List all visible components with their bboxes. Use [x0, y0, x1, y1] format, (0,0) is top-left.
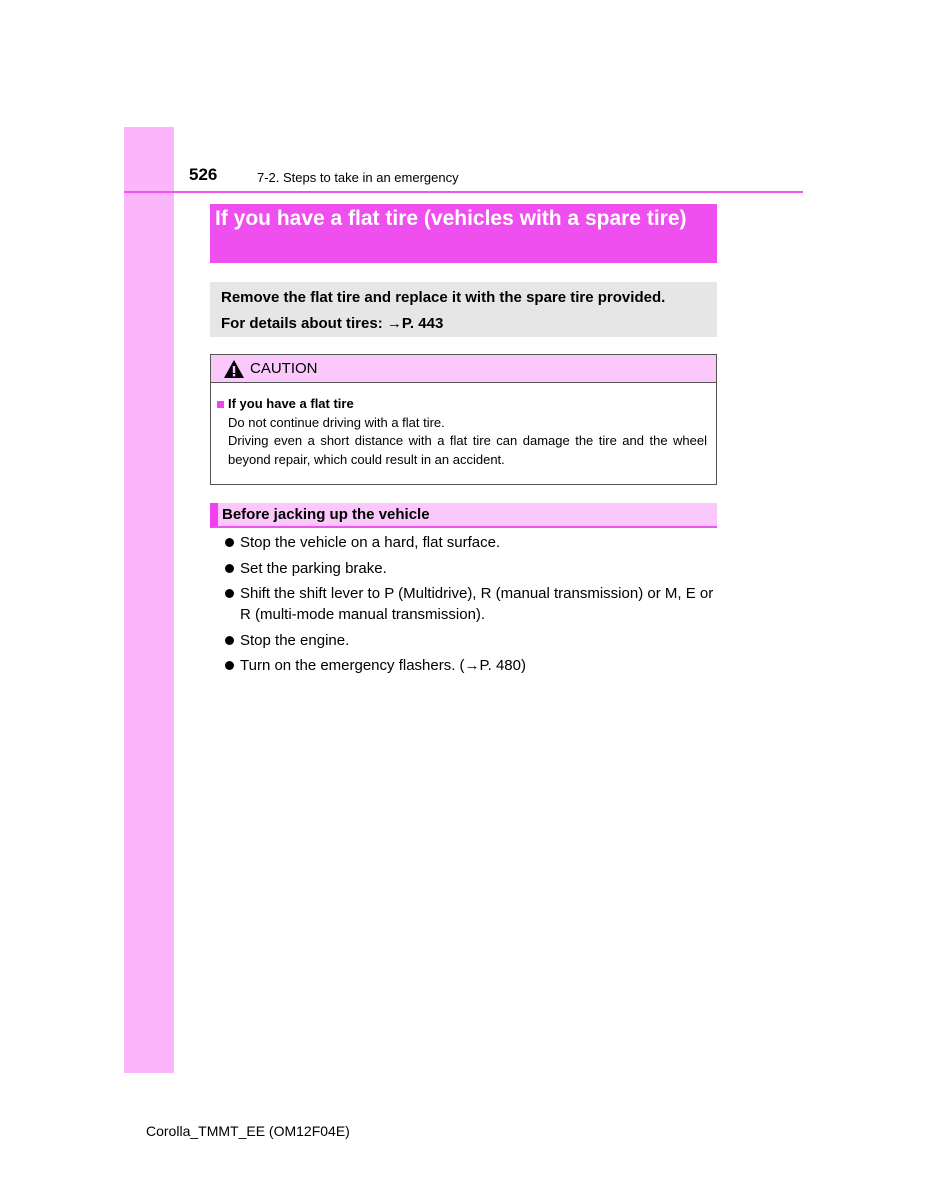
list-item: Shift the shift lever to P (Multidrive), R (manual transmission) or M, E or R (multi-mode manual transmission).	[225, 583, 717, 625]
bullet-dot-icon	[225, 564, 234, 573]
info-box	[210, 282, 717, 337]
bullet-dot-icon	[225, 661, 234, 670]
list-item: Turn on the emergency flashers. (→P. 480)	[225, 655, 717, 676]
header-rule	[124, 191, 803, 193]
caution-subtitle	[217, 395, 707, 414]
bullet-dot-icon	[225, 538, 234, 547]
caution-text: Driving even a short distance with a flat tire can damage the tire and the wheel beyond repair, which could result in an accident.	[228, 433, 707, 467]
caution-box	[210, 354, 717, 485]
list-item: Set the parking brake.	[225, 558, 717, 579]
bullet-dot-icon	[225, 589, 234, 598]
step-list	[225, 532, 717, 681]
info-line: Remove the flat tire and replace it with the spare tire provided.	[221, 289, 666, 306]
list-item: Stop the engine.	[225, 630, 717, 651]
caution-label: CAUTION	[250, 360, 318, 377]
side-tab-bar	[124, 127, 174, 1073]
warning-triangle-icon	[223, 359, 245, 379]
section-subheading: Before jacking up the vehicle	[210, 503, 717, 528]
bullet-dot-icon	[225, 636, 234, 645]
footer-model-code: Corolla_TMMT_EE (OM12F04E)	[146, 1123, 350, 1139]
section-breadcrumb: 7-2. Steps to take in an emergency	[257, 170, 459, 185]
page-number: 526	[189, 165, 218, 184]
caution-text: Do not continue driving with a flat tire.	[228, 414, 445, 430]
list-item: Stop the vehicle on a hard, flat surface.	[225, 532, 717, 553]
caution-subtitle-text: If you have a flat tire	[228, 396, 354, 411]
page-title: If you have a flat tire (vehicles with a spare tire)	[210, 204, 717, 263]
square-bullet-icon	[217, 401, 224, 408]
caution-body	[211, 383, 716, 469]
caution-header	[211, 355, 716, 383]
info-link-line: For details about tires: →P. 443	[221, 315, 444, 332]
